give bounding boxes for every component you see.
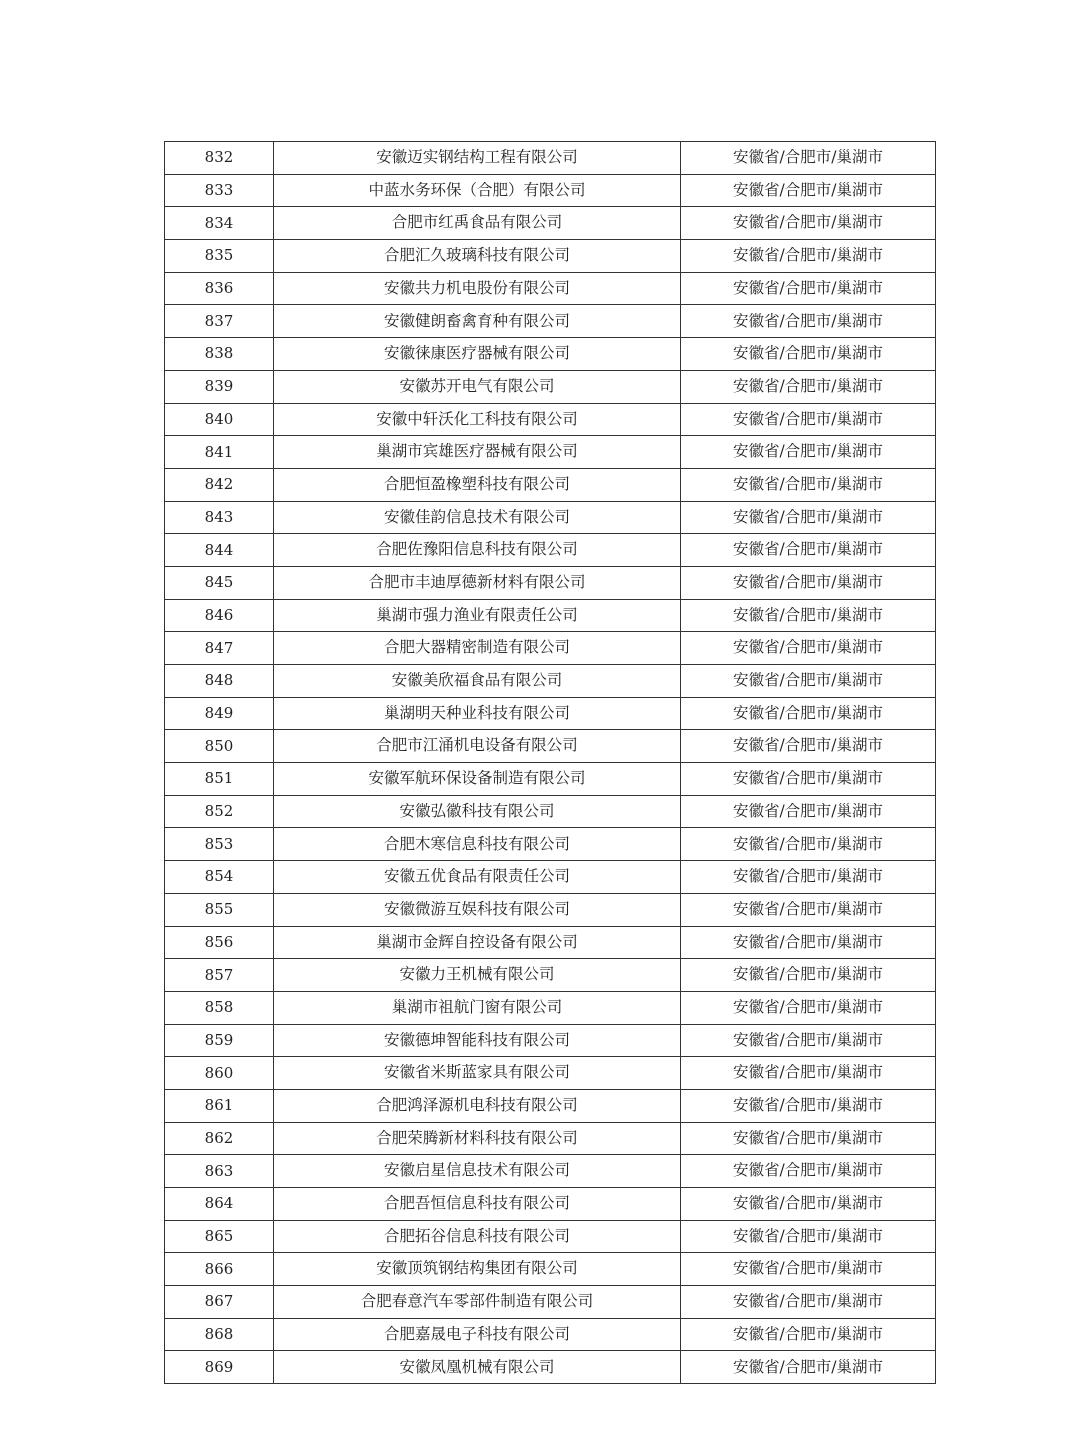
row-number-cell: 851 bbox=[165, 763, 274, 796]
region-cell: 安徽省/合肥市/巢湖市 bbox=[681, 1089, 936, 1122]
region-cell: 安徽省/合肥市/巢湖市 bbox=[681, 403, 936, 436]
company-name-cell: 合肥恒盈橡塑科技有限公司 bbox=[274, 468, 681, 501]
region-cell: 安徽省/合肥市/巢湖市 bbox=[681, 1286, 936, 1319]
company-list-table bbox=[164, 141, 936, 1384]
row-number-cell: 855 bbox=[165, 893, 274, 926]
region-cell: 安徽省/合肥市/巢湖市 bbox=[681, 926, 936, 959]
row-number-cell: 863 bbox=[165, 1155, 274, 1188]
row-number-cell: 835 bbox=[165, 240, 274, 273]
row-number-cell: 833 bbox=[165, 174, 274, 207]
region-cell: 安徽省/合肥市/巢湖市 bbox=[681, 370, 936, 403]
region-cell: 安徽省/合肥市/巢湖市 bbox=[681, 632, 936, 665]
table-row bbox=[165, 403, 936, 436]
company-name-cell: 巢湖市宾雄医疗器械有限公司 bbox=[274, 436, 681, 469]
table-row bbox=[165, 305, 936, 338]
region-cell: 安徽省/合肥市/巢湖市 bbox=[681, 893, 936, 926]
row-number-cell: 832 bbox=[165, 142, 274, 175]
region-cell: 安徽省/合肥市/巢湖市 bbox=[681, 1188, 936, 1221]
row-number-cell: 841 bbox=[165, 436, 274, 469]
region-cell: 安徽省/合肥市/巢湖市 bbox=[681, 665, 936, 698]
table-row bbox=[165, 893, 936, 926]
row-number-cell: 845 bbox=[165, 566, 274, 599]
row-number-cell: 836 bbox=[165, 272, 274, 305]
company-name-cell: 中蓝水务环保（合肥）有限公司 bbox=[274, 174, 681, 207]
company-name-cell: 安徽苏开电气有限公司 bbox=[274, 370, 681, 403]
company-name-cell: 安徽省米斯蓝家具有限公司 bbox=[274, 1057, 681, 1090]
table-row bbox=[165, 566, 936, 599]
region-cell: 安徽省/合肥市/巢湖市 bbox=[681, 730, 936, 763]
table-row bbox=[165, 1122, 936, 1155]
row-number-cell: 857 bbox=[165, 959, 274, 992]
region-cell: 安徽省/合肥市/巢湖市 bbox=[681, 1024, 936, 1057]
region-cell: 安徽省/合肥市/巢湖市 bbox=[681, 763, 936, 796]
region-cell: 安徽省/合肥市/巢湖市 bbox=[681, 828, 936, 861]
table-row bbox=[165, 959, 936, 992]
company-name-cell: 巢湖市强力渔业有限责任公司 bbox=[274, 599, 681, 632]
table-row bbox=[165, 861, 936, 894]
company-name-cell: 安徽凤凰机械有限公司 bbox=[274, 1351, 681, 1384]
region-cell: 安徽省/合肥市/巢湖市 bbox=[681, 436, 936, 469]
table-row bbox=[165, 436, 936, 469]
table-row bbox=[165, 338, 936, 371]
region-cell: 安徽省/合肥市/巢湖市 bbox=[681, 501, 936, 534]
table-row bbox=[165, 763, 936, 796]
row-number-cell: 864 bbox=[165, 1188, 274, 1221]
company-name-cell: 合肥市红禹食品有限公司 bbox=[274, 207, 681, 240]
region-cell: 安徽省/合肥市/巢湖市 bbox=[681, 534, 936, 567]
company-name-cell: 巢湖市金辉自控设备有限公司 bbox=[274, 926, 681, 959]
company-name-cell: 安徽力王机械有限公司 bbox=[274, 959, 681, 992]
row-number-cell: 846 bbox=[165, 599, 274, 632]
region-cell: 安徽省/合肥市/巢湖市 bbox=[681, 240, 936, 273]
row-number-cell: 852 bbox=[165, 795, 274, 828]
region-cell: 安徽省/合肥市/巢湖市 bbox=[681, 468, 936, 501]
company-name-cell: 安徽中轩沃化工科技有限公司 bbox=[274, 403, 681, 436]
row-number-cell: 867 bbox=[165, 1286, 274, 1319]
region-cell: 安徽省/合肥市/巢湖市 bbox=[681, 697, 936, 730]
row-number-cell: 834 bbox=[165, 207, 274, 240]
row-number-cell: 849 bbox=[165, 697, 274, 730]
region-cell: 安徽省/合肥市/巢湖市 bbox=[681, 1351, 936, 1384]
company-name-cell: 安徽德坤智能科技有限公司 bbox=[274, 1024, 681, 1057]
table-row bbox=[165, 1188, 936, 1221]
company-name-cell: 安徽顶筑钢结构集团有限公司 bbox=[274, 1253, 681, 1286]
company-name-cell: 合肥拓谷信息科技有限公司 bbox=[274, 1220, 681, 1253]
company-name-cell: 合肥荣腾新材料科技有限公司 bbox=[274, 1122, 681, 1155]
region-cell: 安徽省/合肥市/巢湖市 bbox=[681, 1122, 936, 1155]
company-name-cell: 合肥鸿泽源机电科技有限公司 bbox=[274, 1089, 681, 1122]
region-cell: 安徽省/合肥市/巢湖市 bbox=[681, 795, 936, 828]
region-cell: 安徽省/合肥市/巢湖市 bbox=[681, 305, 936, 338]
table-row bbox=[165, 1089, 936, 1122]
company-list-body bbox=[165, 142, 936, 1384]
region-cell: 安徽省/合肥市/巢湖市 bbox=[681, 1155, 936, 1188]
table-row bbox=[165, 1155, 936, 1188]
row-number-cell: 865 bbox=[165, 1220, 274, 1253]
row-number-cell: 862 bbox=[165, 1122, 274, 1155]
table-row bbox=[165, 468, 936, 501]
table-row bbox=[165, 1024, 936, 1057]
company-name-cell: 安徽共力机电股份有限公司 bbox=[274, 272, 681, 305]
region-cell: 安徽省/合肥市/巢湖市 bbox=[681, 959, 936, 992]
row-number-cell: 869 bbox=[165, 1351, 274, 1384]
region-cell: 安徽省/合肥市/巢湖市 bbox=[681, 207, 936, 240]
table-row bbox=[165, 272, 936, 305]
company-name-cell: 安徽军航环保设备制造有限公司 bbox=[274, 763, 681, 796]
company-name-cell: 合肥春意汽车零部件制造有限公司 bbox=[274, 1286, 681, 1319]
region-cell: 安徽省/合肥市/巢湖市 bbox=[681, 1057, 936, 1090]
row-number-cell: 850 bbox=[165, 730, 274, 763]
company-name-cell: 安徽佳韵信息技术有限公司 bbox=[274, 501, 681, 534]
region-cell: 安徽省/合肥市/巢湖市 bbox=[681, 174, 936, 207]
company-name-cell: 合肥木寒信息科技有限公司 bbox=[274, 828, 681, 861]
table-row bbox=[165, 1351, 936, 1384]
table-row bbox=[165, 926, 936, 959]
table-row bbox=[165, 599, 936, 632]
table-row bbox=[165, 795, 936, 828]
row-number-cell: 860 bbox=[165, 1057, 274, 1090]
table-row bbox=[165, 697, 936, 730]
company-name-cell: 合肥市江涌机电设备有限公司 bbox=[274, 730, 681, 763]
table-row bbox=[165, 991, 936, 1024]
table-row bbox=[165, 534, 936, 567]
table-row bbox=[165, 632, 936, 665]
row-number-cell: 854 bbox=[165, 861, 274, 894]
table-row bbox=[165, 501, 936, 534]
table-row bbox=[165, 207, 936, 240]
company-name-cell: 合肥汇久玻璃科技有限公司 bbox=[274, 240, 681, 273]
table-row bbox=[165, 1220, 936, 1253]
table-row bbox=[165, 1286, 936, 1319]
table-row bbox=[165, 665, 936, 698]
region-cell: 安徽省/合肥市/巢湖市 bbox=[681, 861, 936, 894]
row-number-cell: 861 bbox=[165, 1089, 274, 1122]
row-number-cell: 866 bbox=[165, 1253, 274, 1286]
row-number-cell: 858 bbox=[165, 991, 274, 1024]
company-name-cell: 安徽健朗畜禽育种有限公司 bbox=[274, 305, 681, 338]
company-name-cell: 合肥大器精密制造有限公司 bbox=[274, 632, 681, 665]
region-cell: 安徽省/合肥市/巢湖市 bbox=[681, 566, 936, 599]
table-row bbox=[165, 730, 936, 763]
row-number-cell: 838 bbox=[165, 338, 274, 371]
row-number-cell: 837 bbox=[165, 305, 274, 338]
row-number-cell: 868 bbox=[165, 1318, 274, 1351]
row-number-cell: 839 bbox=[165, 370, 274, 403]
row-number-cell: 840 bbox=[165, 403, 274, 436]
table-row bbox=[165, 828, 936, 861]
row-number-cell: 848 bbox=[165, 665, 274, 698]
company-name-cell: 合肥佐豫阳信息科技有限公司 bbox=[274, 534, 681, 567]
table-row bbox=[165, 1318, 936, 1351]
company-name-cell: 安徽微游互娱科技有限公司 bbox=[274, 893, 681, 926]
company-name-cell: 安徽徕康医疗器械有限公司 bbox=[274, 338, 681, 371]
table-row bbox=[165, 174, 936, 207]
company-name-cell: 安徽弘徽科技有限公司 bbox=[274, 795, 681, 828]
row-number-cell: 856 bbox=[165, 926, 274, 959]
row-number-cell: 847 bbox=[165, 632, 274, 665]
region-cell: 安徽省/合肥市/巢湖市 bbox=[681, 1220, 936, 1253]
region-cell: 安徽省/合肥市/巢湖市 bbox=[681, 1253, 936, 1286]
table-row bbox=[165, 142, 936, 175]
row-number-cell: 859 bbox=[165, 1024, 274, 1057]
row-number-cell: 843 bbox=[165, 501, 274, 534]
company-name-cell: 合肥嘉晟电子科技有限公司 bbox=[274, 1318, 681, 1351]
table-row bbox=[165, 1253, 936, 1286]
company-name-cell: 安徽美欣福食品有限公司 bbox=[274, 665, 681, 698]
table-row bbox=[165, 240, 936, 273]
region-cell: 安徽省/合肥市/巢湖市 bbox=[681, 338, 936, 371]
company-name-cell: 巢湖明天种业科技有限公司 bbox=[274, 697, 681, 730]
company-name-cell: 安徽五优食品有限责任公司 bbox=[274, 861, 681, 894]
company-name-cell: 安徽迈实钢结构工程有限公司 bbox=[274, 142, 681, 175]
region-cell: 安徽省/合肥市/巢湖市 bbox=[681, 1318, 936, 1351]
row-number-cell: 853 bbox=[165, 828, 274, 861]
company-name-cell: 安徽启星信息技术有限公司 bbox=[274, 1155, 681, 1188]
company-name-cell: 巢湖市祖航门窗有限公司 bbox=[274, 991, 681, 1024]
row-number-cell: 844 bbox=[165, 534, 274, 567]
company-name-cell: 合肥吾恒信息科技有限公司 bbox=[274, 1188, 681, 1221]
table-row bbox=[165, 370, 936, 403]
company-name-cell: 合肥市丰迪厚德新材料有限公司 bbox=[274, 566, 681, 599]
region-cell: 安徽省/合肥市/巢湖市 bbox=[681, 272, 936, 305]
region-cell: 安徽省/合肥市/巢湖市 bbox=[681, 142, 936, 175]
region-cell: 安徽省/合肥市/巢湖市 bbox=[681, 991, 936, 1024]
row-number-cell: 842 bbox=[165, 468, 274, 501]
region-cell: 安徽省/合肥市/巢湖市 bbox=[681, 599, 936, 632]
table-row bbox=[165, 1057, 936, 1090]
